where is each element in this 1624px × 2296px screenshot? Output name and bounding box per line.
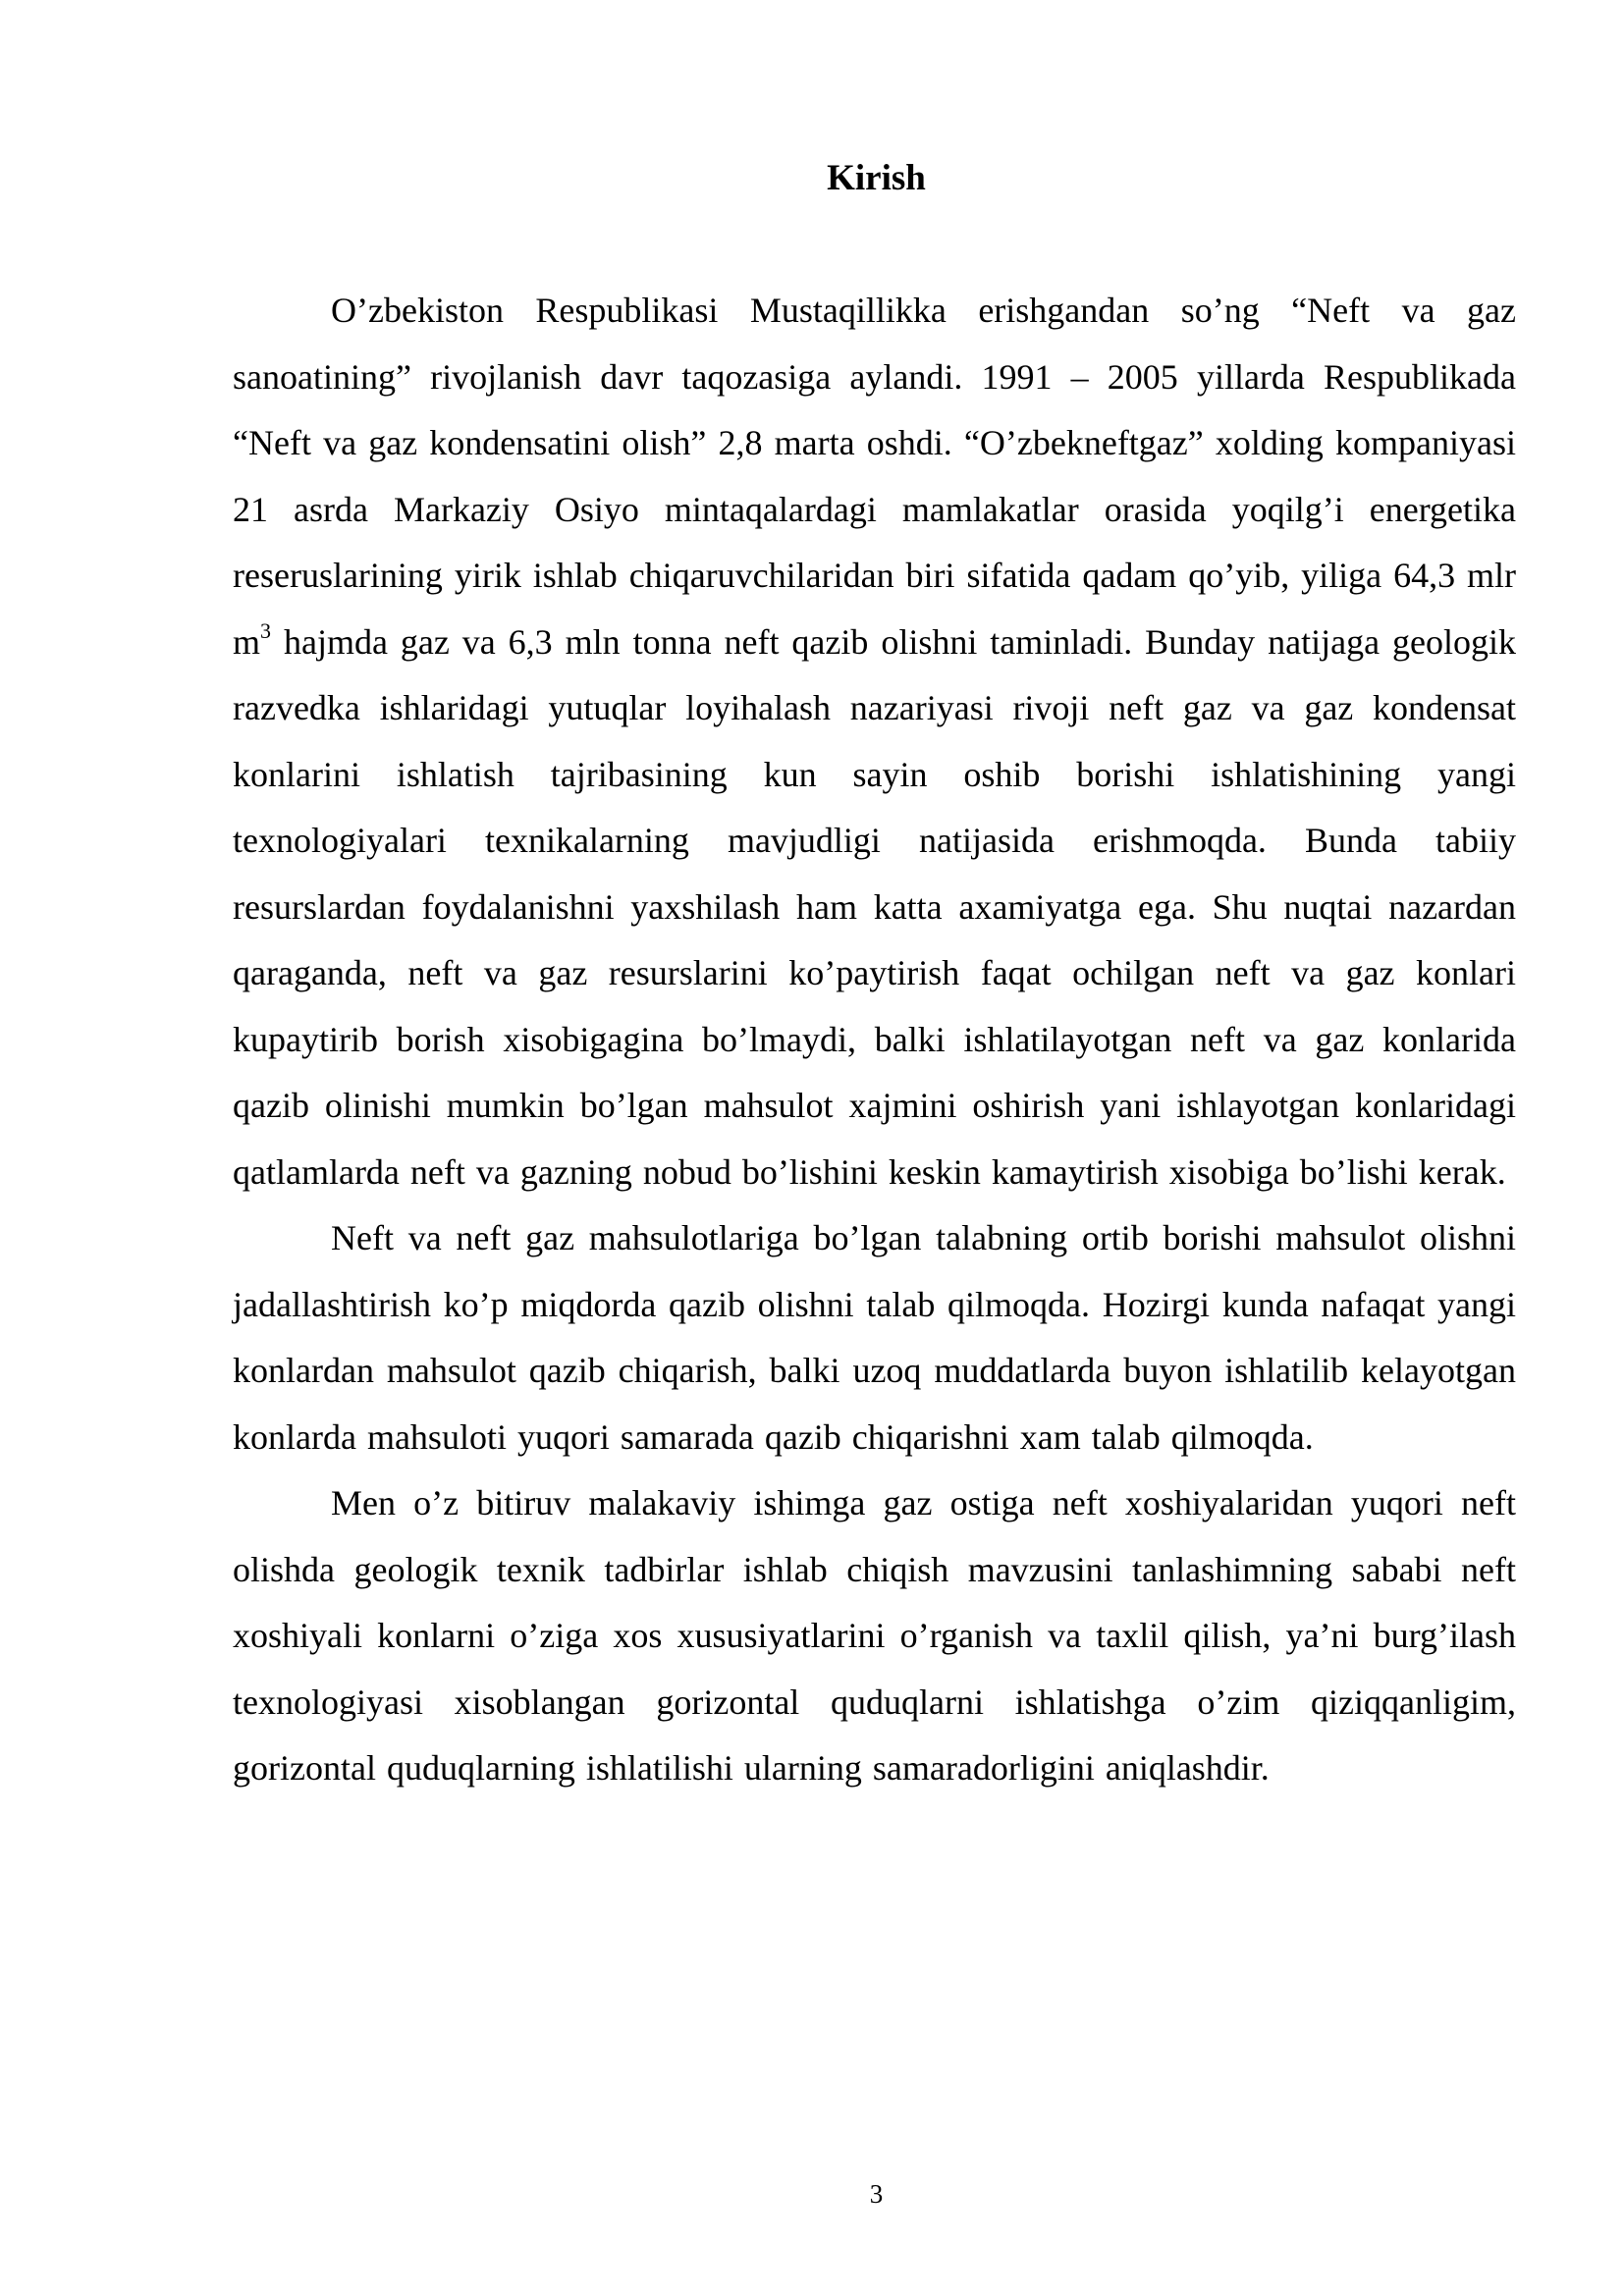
- paragraph-intro-text-before: O’zbekiston Respublikasi Mustaqillikka erishgandan so’ng “Neft va gaz sanoatining” rivojlanish davr taqozasiga aylandi. 1991 – 2005 yillarda Respublikada “Neft va gaz kondensatini olish” 2,8 marta oshdi. “O’zbekneftgaz” xolding kompaniyasi 21 asrda Markaziy Osiyo mintaqalardagi mamlakatlar orasida yoqilg’i energetika reseruslarining yirik ishlab chiqaruvchilaridan biri sifatida qadam qo’yib, yiliga 64,3 mlr m: [233, 291, 1516, 662]
- paragraph-demand: Neft va neft gaz mahsulotlariga bo’lgan talabning ortib borishi mahsulot olishni jadallashtirish ko’p miqdorda qazib olishni talab qilmoqda. Hozirgi kunda nafaqat yangi konlardan mahsulot qazib chiqarish, balki uzoq muddatlarda buyon ishlatilib kelayotgan konlarda mahsuloti yuqori samarada qazib chiqarishni xam talab qilmoqda.: [233, 1218, 1516, 1457]
- superscript-exponent: 3: [260, 617, 272, 643]
- page-title: Kirish: [827, 158, 926, 198]
- paragraph-thesis-topic: Men o’z bitiruv malakaviy ishimga gaz ostiga neft xoshiyalaridan yuqori neft olishda geologik texnik tadbirlar ishlab chiqish mavzusini tanlashimning sababi neft xoshiyali konlarni o’ziga xos xususiyatlarini o’rganish va taxlil qilish, ya’ni burg’ilash texnologiyasi xisoblangan gorizontal quduqlarni ishlatishga o’zim qiziqqanligim, gorizontal quduqlarning ishlatilishi ularning samaradorligini aniqlashdir.: [233, 1483, 1516, 1788]
- body-text: [233, 278, 1516, 1802]
- paragraph-intro: [233, 278, 1516, 1205]
- page-number: 3: [869, 2179, 884, 2209]
- paragraph-intro-text-after: hajmda gaz va 6,3 mln tonna neft qazib olishni taminladi. Bunday natijaga geologik razvedka ishlaridagi yutuqlar loyihalash nazariyasi rivoji neft gaz va gaz kondensat konlarini ishlatish tajribasining kun sayin oshib borishi ishlatishining yangi texnologiyalari texnikalarning mavjudligi natijasida erishmoqda. Bunda tabiiy resurslardan foydalanishni yaxshilash ham katta axamiyatga ega. Shu nuqtai nazardan qaraganda, neft va gaz resurslarini ko’paytirish faqat ochilgan neft va gaz konlari kupaytirib borish xisobigagina bo’lmaydi, balki ishlatilayotgan neft va gaz konlarida qazib olinishi mumkin bo’lgan mahsulot xajmini oshirish yani ishlayotgan konlaridagi qatlamlarda neft va gazning nobud bo’lishini keskin kamaytirish xisobiga bo’lishi kerak.: [233, 621, 1516, 1192]
